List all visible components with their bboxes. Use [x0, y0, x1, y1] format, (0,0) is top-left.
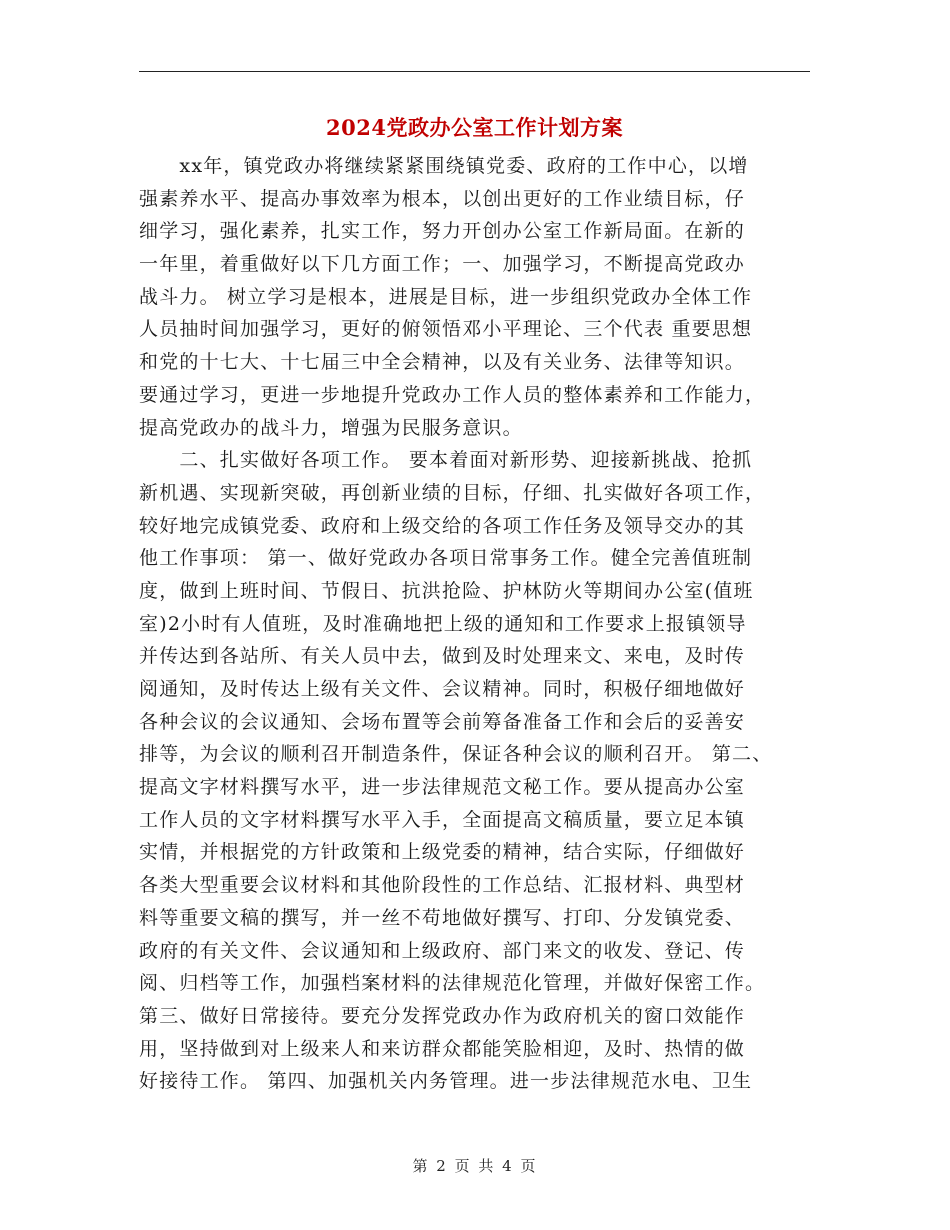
text-line: 他工作事项： 第一、做好党政办各项日常事务工作。健全完善值班制 — [139, 547, 753, 570]
text-line: 阅、归档等工作，加强档案材料的法律规范化管理，并做好保密工作。 — [139, 972, 766, 995]
text-line: 提高党政办的战斗力，增强为民服务意识。 — [139, 416, 523, 439]
text-line: 细学习，强化素养，扎实工作，努力开创办公室工作新局面。在新的 — [139, 220, 746, 243]
text-line: 阅通知，及时传达上级有关文件、会议精神。同时，积极仔细地做好 — [139, 678, 746, 700]
text-line: 排等，为会议的顺利召开制造条件，保证各种会议的顺利召开。 第二、 — [139, 743, 773, 766]
text-line: 人员抽时间加强学习，更好的俯领悟邓小平理论、三个代表 重要思想 — [139, 318, 753, 341]
text-line: 新机遇、实现新突破，再创新业绩的目标，仔细、扎实做好各项工作， — [139, 481, 766, 504]
header-rule — [139, 71, 810, 72]
document-body — [139, 150, 810, 1098]
text-line: 要通过学习，更进一步地提升党政办工作人员的整体素养和工作能力， — [139, 383, 766, 406]
text-line: 实情，并根据党的方针政策和上级党委的精神，结合实际，仔细做好 — [139, 841, 746, 864]
page-footer: 第 2 页 共 4 页 — [412, 1157, 538, 1175]
text-line: 二、扎实做好各项工作。 要本着面对新形势、迎接新挑战、抢抓 — [139, 449, 753, 472]
text-line: xx年，镇党政办将继续紧紧围绕镇党委、政府的工作中心，以增 — [139, 155, 749, 177]
text-line: 各类大型重要会议材料和其他阶段性的工作总结、汇报材料、典型材 — [139, 874, 746, 897]
text-line: 工作人员的文字材料撰写水平入手，全面提高文稿质量，要立足本镇 — [139, 808, 746, 831]
text-line: 和党的十七大、十七届三中全会精神，以及有关业务、法律等知识。 — [139, 351, 746, 374]
text-line: 较好地完成镇党委、政府和上级交给的各项工作任务及领导交办的其 — [139, 514, 746, 537]
text-line: 战斗力。 树立学习是根本，进展是目标，进一步组织党政办全体工作 — [139, 285, 753, 308]
text-line: 用，坚持做到对上级来人和来访群众都能笑脸相迎，及时、热情的做 — [139, 1037, 746, 1060]
text-line: 提高文字材料撰写水平，进一步法律规范文秘工作。要从提高办公室 — [139, 776, 746, 799]
text-line: 室)2小时有人值班，及时准确地把上级的通知和工作要求上报镇领导 — [139, 612, 747, 635]
text-line: 度，做到上班时间、节假日、抗洪抢险、护林防火等期间办公室(值班 — [139, 579, 754, 602]
text-line: 好接待工作。 第四、加强机关内务管理。进一步法律规范水电、卫生 — [139, 1070, 753, 1093]
text-line: 各种会议的会议通知、会场布置等会前筹备准备工作和会后的妥善安 — [139, 710, 746, 733]
document-title: 2024党政办公室工作计划方案 — [326, 115, 623, 140]
text-line: 政府的有关文件、会议通知和上级政府、部门来文的收发、登记、传 — [139, 939, 746, 962]
text-line: 一年里，着重做好以下几方面工作；一、加强学习，不断提高党政办 — [139, 253, 746, 276]
text-line: 并传达到各站所、有关人员中去，做到及时处理来文、来电，及时传 — [139, 645, 746, 668]
text-line: 强素养水平、提高办事效率为根本，以创出更好的工作业绩目标，仔 — [139, 187, 746, 210]
text-line: 第三、做好日常接待。要充分发挥党政办作为政府机关的窗口效能作 — [139, 1004, 746, 1027]
text-line: 料等重要文稿的撰写，并一丝不苟地做好撰写、打印、分发镇党委、 — [139, 906, 746, 929]
